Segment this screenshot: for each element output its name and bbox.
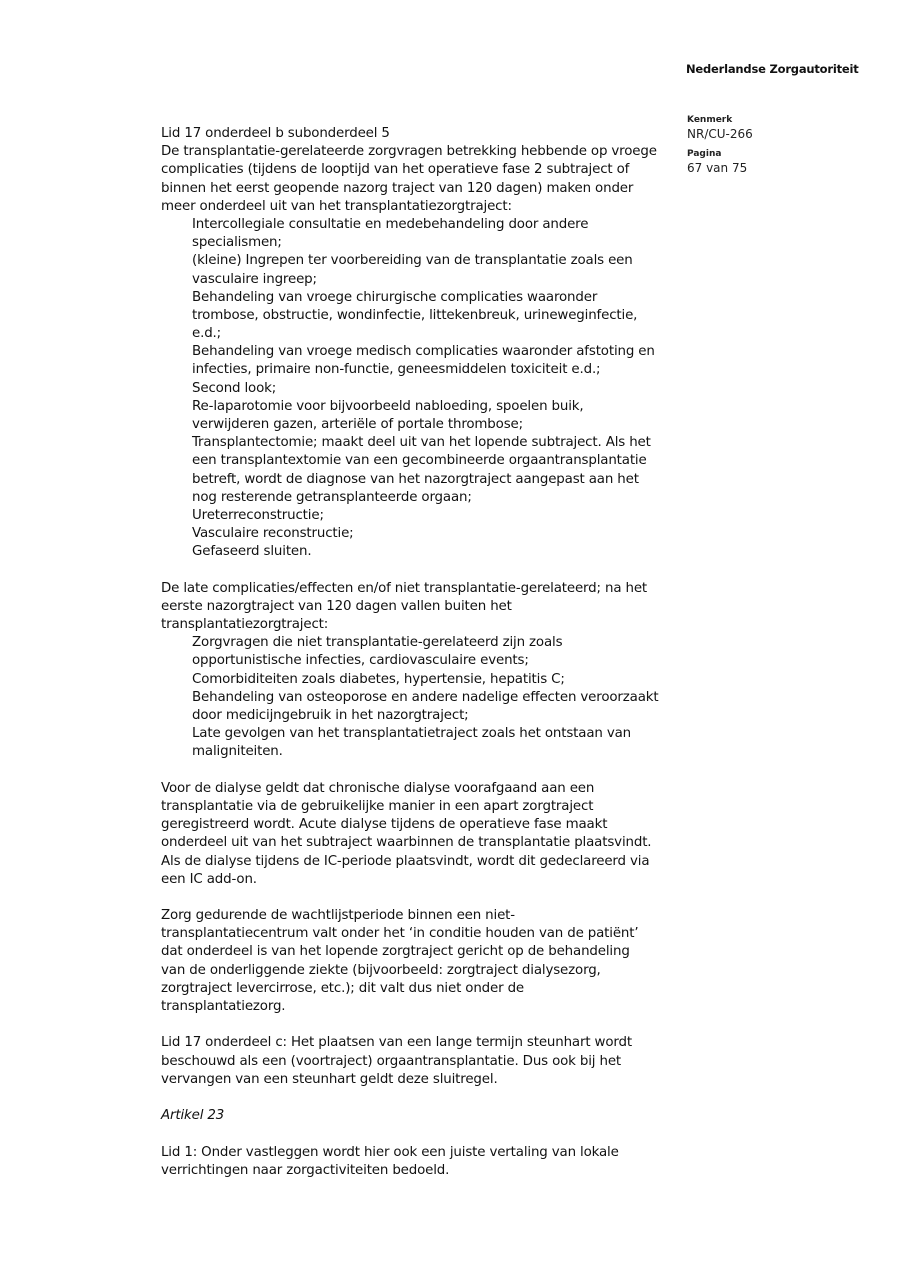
list-item-line: e.d.; [192,326,222,342]
paragraph-line: De late complicaties/effecten en/of niet transplantatie-gerelateerd; na het [161,580,648,596]
list-item-line: Ureterreconstructie; [192,507,324,523]
paragraph-line: van de onderliggende ziekte (bijvoorbeeld: zorgtraject dialysezorg, [161,962,601,978]
list-item-line: Behandeling van osteoporose en andere nadelige effecten veroorzaakt [192,689,659,705]
kenmerk-label: Kenmerk [687,115,733,125]
paragraph-line: Lid 1: Onder vastleggen wordt hier ook een juiste vertaling van lokale [161,1144,619,1160]
list-item-line: Intercollegiale consultatie en medebehandeling door andere [192,216,589,232]
paragraph-line: onderdeel uit van het subtraject waarbinnen de transplantatie plaatsvindt. [161,835,652,851]
list-item-line: Re-laparotomie voor bijvoorbeeld nabloeding, spoelen buik, [192,398,584,414]
paragraph-line: De transplantatie-gerelateerde zorgvragen betrekking hebbende op vroege [161,144,657,160]
spacer [161,1089,701,1107]
kenmerk-value: NR/CU-266 [687,127,753,141]
list-item-line: vasculaire ingreep; [192,271,317,287]
paragraph-line: Lid 17 onderdeel c: Het plaatsen van een lange termijn steunhart wordt [161,1035,632,1051]
list-item-line: verwijderen gazen, arteriële of portale thrombose; [192,417,523,432]
paragraph-line: Zorg gedurende de wachtlijstperiode binnen een niet- [161,908,515,924]
list-item-line: betreft, wordt de diagnose van het nazorgtraject aangepast aan het [192,471,639,487]
paragraph-line: geregistreerd wordt. Acute dialyse tijdens de operatieve fase maakt [161,817,608,833]
list-item-line: Behandeling van vroege chirurgische complicaties waaronder [192,289,598,305]
paragraph-line: transplantatiecentrum valt onder het ‘in conditie houden van de patiënt’ [161,926,639,942]
document-body [161,125,701,1180]
list-item-line: (kleine) Ingrepen ter voorbereiding van de transplantatie zoals een [192,253,633,269]
paragraph-line: binnen het eerst geopende nazorg traject van 120 dagen) maken onder [161,180,634,196]
list-item-line: door medicijngebruik in het nazorgtraject; [192,708,469,723]
list-item-line: maligniteiten. [192,744,283,760]
list-item-line: opportunistische infecties, cardiovasculaire events; [192,653,529,669]
list-item-line: Vasculaire reconstructie; [192,526,354,542]
spacer [161,562,701,580]
paragraph-line: transplantatiezorg. [161,999,286,1014]
paragraph-line: dat onderdeel is van het lopende zorgtraject gericht op de behandeling [161,944,630,960]
paragraph-line: een IC add-on. [161,871,257,887]
paragraph-line: meer onderdeel uit van het transplantatiezorgtraject: [161,198,512,214]
organization-name: Nederlandse Zorgautoriteit [686,62,859,76]
paragraph-line: complicaties (tijdens de looptijd van het operatieve fase 2 subtraject of [161,162,630,178]
pagina-label: Pagina [687,149,722,159]
paragraph-line: Als de dialyse tijdens de IC-periode plaatsvindt, wordt dit gedeclareerd via [161,853,650,869]
paragraph-line: eerste nazorgtraject van 120 dagen vallen buiten het [161,598,512,614]
paragraph-line: verrichtingen naar zorgactiviteiten bedoeld. [161,1162,450,1178]
section-heading: Lid 17 onderdeel b subonderdeel 5 [161,126,390,141]
list-item-line: trombose, obstructie, wondinfectie, littekenbreuk, urineweginfectie, [192,307,638,323]
pagina-value: 67 van 75 [687,161,748,175]
list-item-line: specialismen; [192,235,282,251]
paragraph-line: beschouwd als een (voortraject) orgaantransplantatie. Dus ook bij het [161,1053,622,1069]
list-item-line: Gefaseerd sluiten. [192,544,312,560]
list-item-line: Comorbiditeiten zoals diabetes, hypertensie, hepatitis C; [192,671,565,687]
paragraph-line: transplantatiezorgtraject: [161,617,329,633]
spacer [161,889,701,907]
paragraph-line: zorgtraject levercirrose, etc.); dit valt dus niet onder de [161,980,525,996]
list-item-line: Zorgvragen die niet transplantatie-gerelateerd zijn zoals [192,635,563,651]
list-item-line: nog resterende getransplanteerde orgaan; [192,489,472,505]
list-item-line: Second look; [192,380,277,396]
article-heading: Artikel 23 [161,1108,225,1124]
paragraph-line: Voor de dialyse geldt dat chronische dialyse voorafgaand aan een [161,780,595,796]
list-item-line: Behandeling van vroege medisch complicaties waaronder afstoting en [192,344,655,360]
list-item-line: Transplantectomie; maakt deel uit van het lopende subtraject. Als het [192,435,651,451]
list-item-line: een transplantextomie van een gecombineerde orgaantransplantatie [192,453,647,469]
spacer [161,1125,701,1143]
list-item-line: infecties, primaire non-functie, geneesmiddelen toxiciteit e.d.; [192,362,601,378]
spacer [161,762,701,780]
paragraph-line: vervangen van een steunhart geldt deze sluitregel. [161,1071,498,1087]
list-item-line: Late gevolgen van het transplantatietraject zoals het ontstaan van [192,726,632,742]
paragraph-line: transplantatie via de gebruikelijke manier in een apart zorgtraject [161,798,594,814]
spacer [161,1016,701,1034]
